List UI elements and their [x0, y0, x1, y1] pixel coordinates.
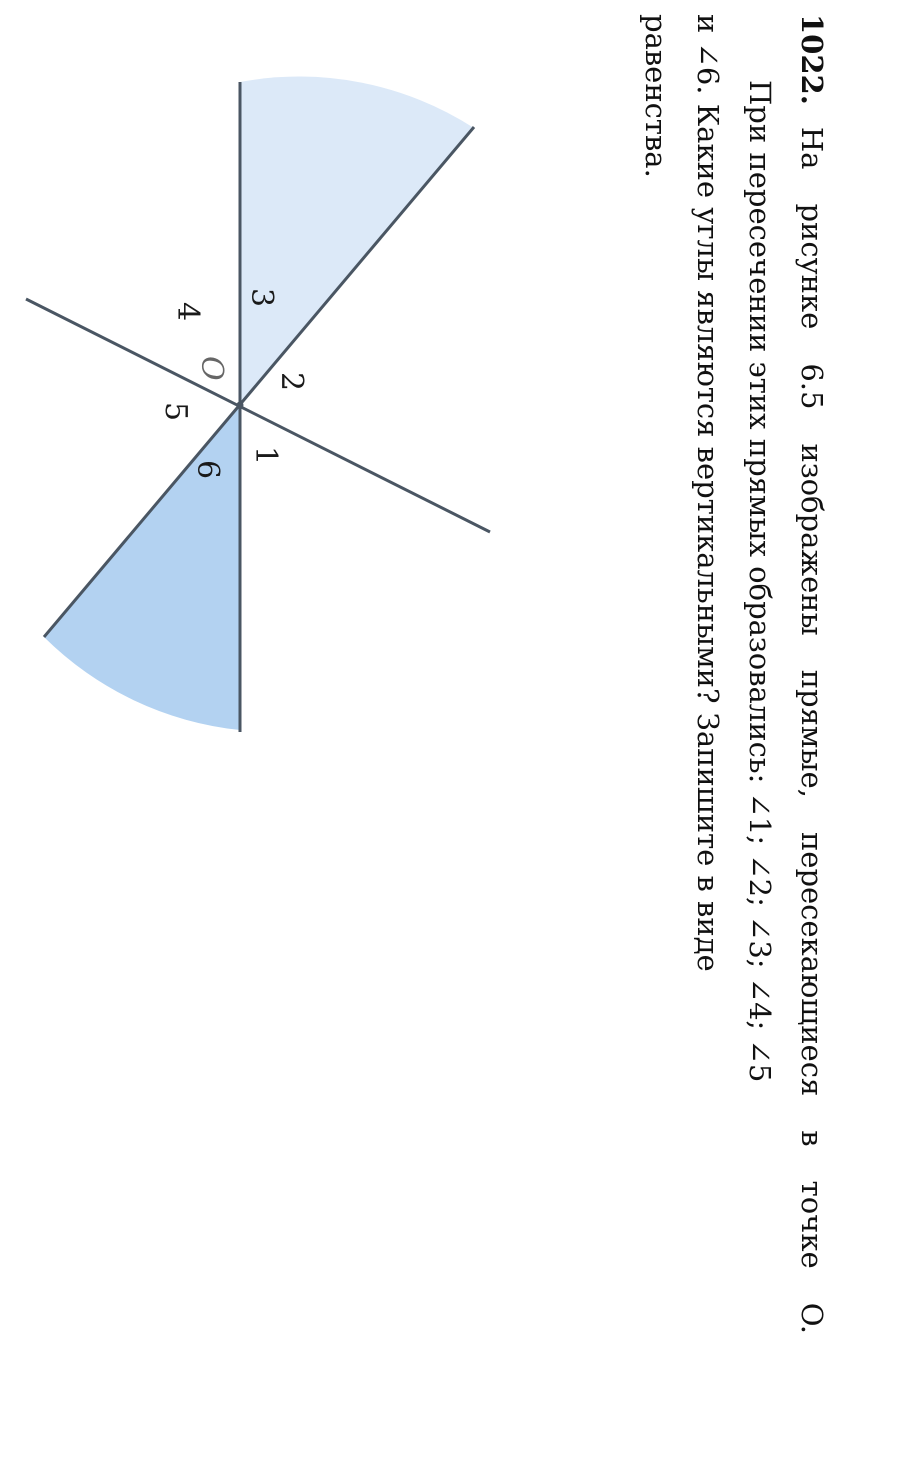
angle-label-5: 5: [158, 402, 193, 422]
problem-line-4: равенства.: [639, 14, 673, 178]
angle-label-6: 6: [190, 460, 225, 480]
angle-label-4: 4: [170, 302, 205, 322]
problem-line-2: При пересечении этих прямых образовались: ∠1; ∠2; ∠3; ∠4; ∠5: [743, 80, 777, 1083]
point-label-o: O: [194, 356, 229, 381]
sector-lower: [44, 405, 240, 730]
sector-upper: [240, 77, 474, 405]
problem-line-1: 1022.На рисунке 6.5 изображены прямые, пересекающиеся в точке O.: [795, 14, 829, 1334]
angle-label-3: 3: [244, 288, 279, 308]
angle-label-1: 1: [248, 446, 283, 466]
angle-label-2: 2: [274, 372, 309, 392]
problem-number: 1022.: [795, 14, 829, 105]
point-o: [237, 402, 244, 409]
problem-line-3: и ∠6. Какие углы являются вертикальными? Запишите в виде: [691, 14, 725, 972]
